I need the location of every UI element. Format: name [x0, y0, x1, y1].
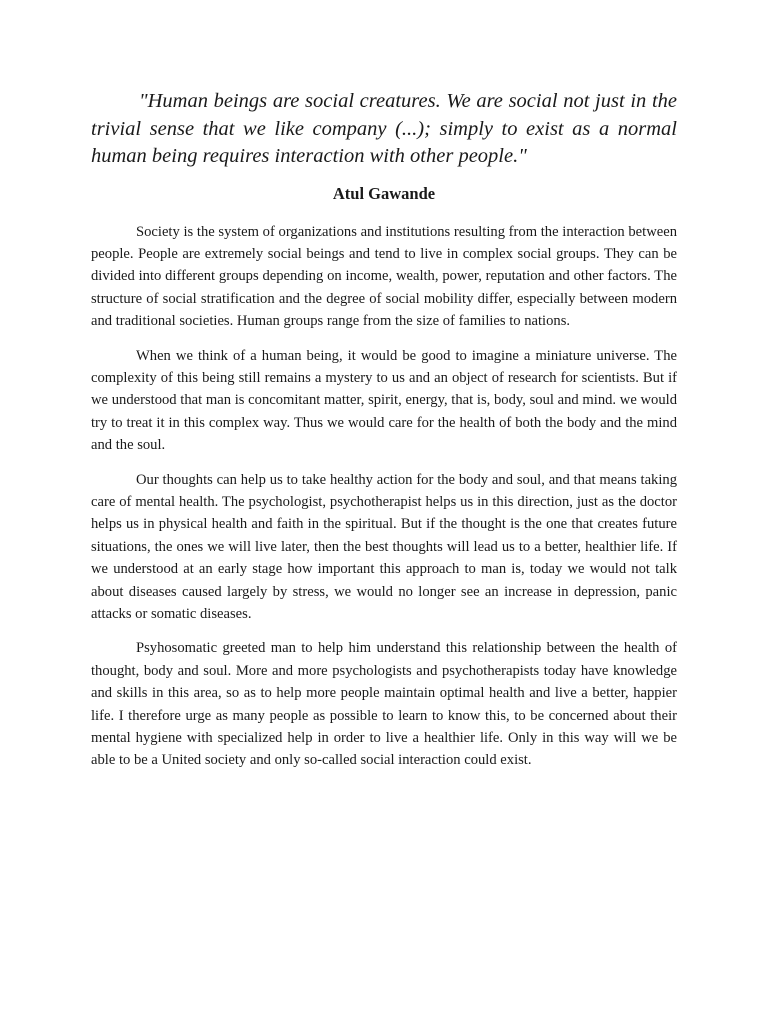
body-paragraph-4: Psyhosomatic greeted man to help him understand this relationship between the health of thought, body and soul. More and more psychologists and psychotherapists today have knowledge and skills in this area, so as to help more people maintain optimal health and live a better, happier life. I therefore urge as many people as possible to learn to know this, to be concerned about their mental hygiene with specialized help in order to live a healthier life. Only in this way will we be able to be a United society and only so-called social interaction could exist. [91, 640, 677, 769]
body-paragraph-2: When we think of a human being, it would be good to imagine a miniature universe. The complexity of this being still remains a mystery to us and an object of research for scientists. But if we understood that man is concomitant matter, spirit, energy, that is, body, soul and mind. we would try to treat it in this complex way. Thus we would care for the health of both the body and the mind and the soul. [91, 347, 677, 454]
epigraph-quote: "Human beings are social creatures. We are social not just in the trivial sense that we like company (...); simply to exist as a normal human being requires interaction with other people." [91, 90, 677, 167]
document-page [91, 88, 677, 772]
body-paragraph-1: Society is the system of organizations and institutions resulting from the interaction between people. People are extremely social beings and tend to live in complex social groups. They can be divided into different groups depending on income, wealth, power, reputation and other factors. The structure of social stratification and the degree of social mobility differ, especially between modern and traditional societies. Human groups range from the size of families to nations. [91, 223, 677, 330]
epigraph-author: Atul Gawande [332, 183, 436, 203]
body-paragraph-3: Our thoughts can help us to take healthy action for the body and soul, and that means taking care of mental health. The psychologist, psychotherapist helps us in this direction, just as the doctor helps us in physical health and faith in the spiritual. But if the thought is the one that creates future situations, the ones we will live later, then the best thoughts will lead us to a better, healthier life. If we understood at an early stage how important this approach to man is, today we would not talk about diseases caused largely by stress, we would no longer see an increase in depression, panic attacks or somatic diseases. [91, 471, 677, 622]
